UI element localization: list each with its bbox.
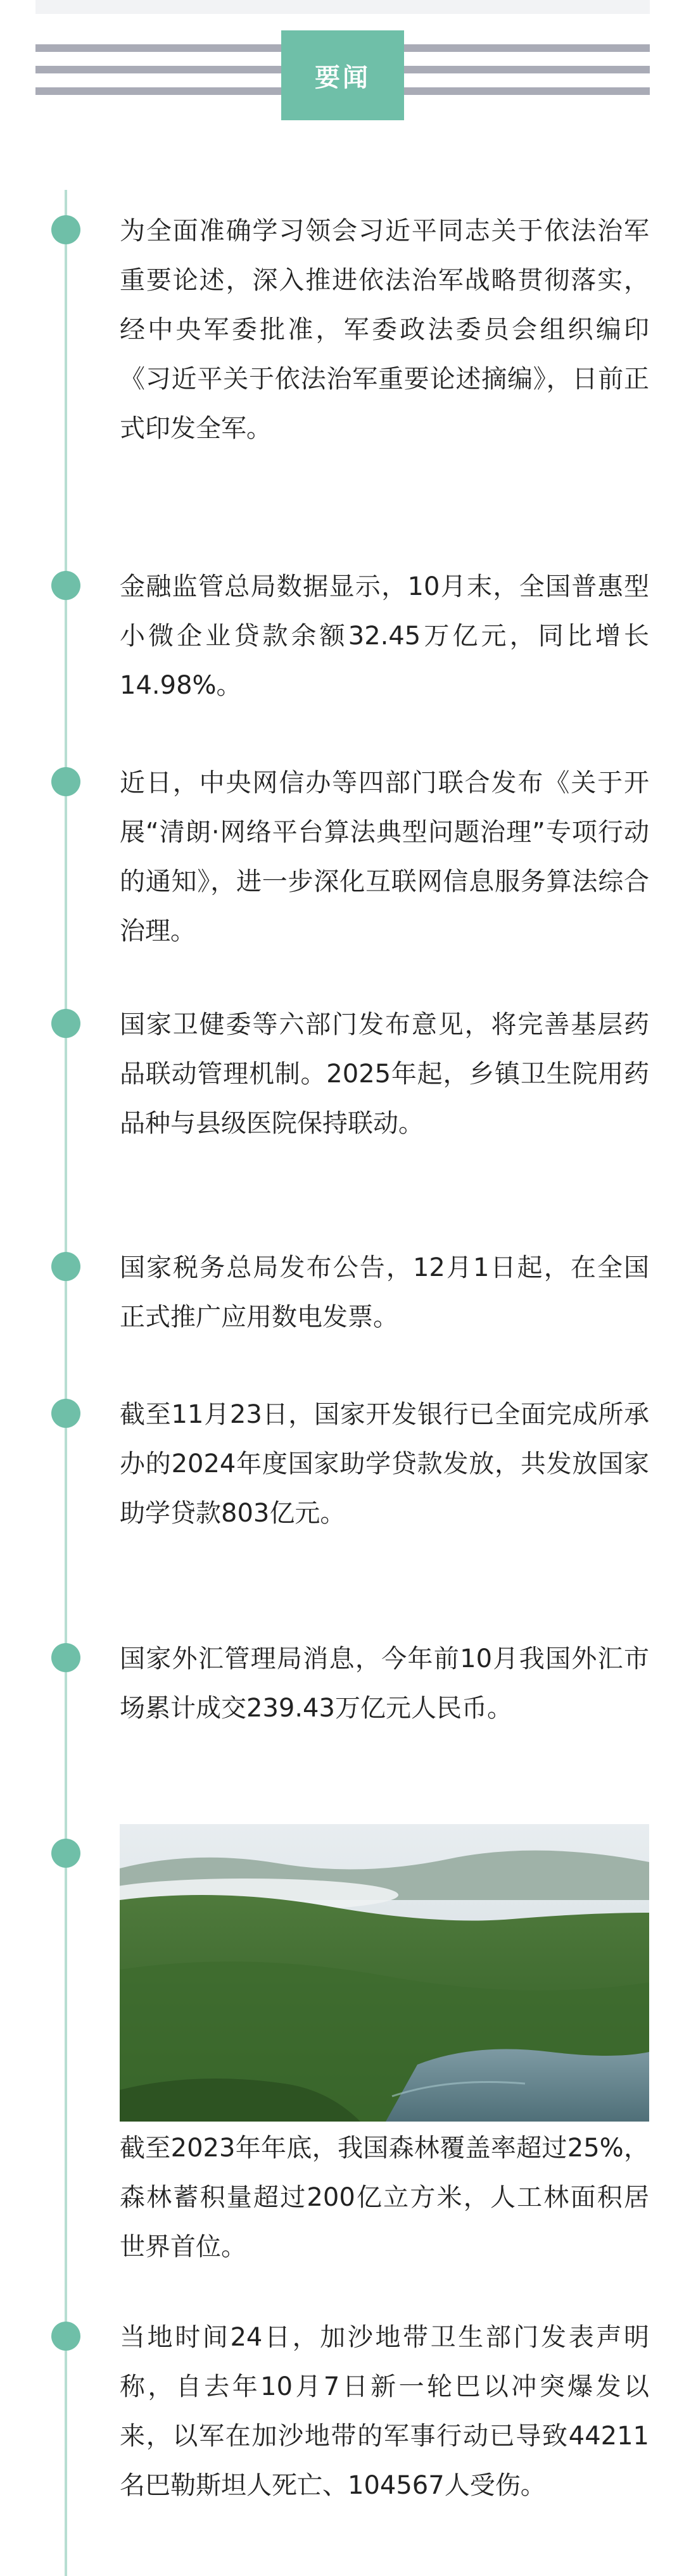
timeline-line bbox=[65, 190, 67, 2576]
timeline-dot bbox=[51, 1643, 80, 1672]
forest-lake-photo bbox=[120, 1824, 649, 2122]
news-item-8: 截至2023年年底，我国森林覆盖率超过25%，森林蓄积量超过200亿立方米，人工林面积居世界首位。 bbox=[120, 2134, 649, 2261]
timeline-dot bbox=[51, 2322, 80, 2351]
timeline-dot bbox=[51, 215, 80, 244]
news-item-3: 近日，中央网信办等四部门联合发布《关于开展“清朗·网络平台算法典型问题治理”专项行动的通知》，进一步深化互联网信息服务算法综合治理。 bbox=[120, 768, 649, 946]
news-item-9: 当地时间24日，加沙地带卫生部门发表声明称，自去年10月7日新一轮巴以冲突爆发以来，以军在加沙地带的军事行动已导致44211名巴勒斯坦人死亡、104567人受伤。 bbox=[120, 2323, 649, 2500]
news-item-6: 截至11月23日，国家开发银行已全面完成所承办的2024年度国家助学贷款发放，共发放国家助学贷款803亿元。 bbox=[120, 1400, 649, 1528]
news-item-1: 为全面准确学习领会习近平同志关于依法治军重要论述，深入推进依法治军战略贯彻落实，经中央军委批准，军委政法委员会组织编印《习近平关于依法治军重要论述摘编》，日前正式印发全军。 bbox=[120, 216, 649, 443]
timeline-dot bbox=[51, 571, 80, 600]
timeline-dot bbox=[51, 1399, 80, 1428]
section-badge: 要闻 bbox=[281, 30, 404, 120]
timeline-dot bbox=[51, 1839, 80, 1868]
news-item-2: 金融监管总局数据显示，10月末，全国普惠型小微企业贷款余额32.45万亿元，同比增长14.98%。 bbox=[120, 572, 649, 700]
news-item-5: 国家税务总局发布公告，12月1日起，在全国正式推广应用数电发票。 bbox=[120, 1253, 649, 1332]
news-item-7: 国家外汇管理局消息，今年前10月我国外汇市场累计成交239.43万亿元人民币。 bbox=[120, 1644, 649, 1723]
timeline-dot bbox=[51, 1009, 80, 1038]
timeline-dot bbox=[51, 767, 80, 796]
timeline-dot bbox=[51, 1252, 80, 1281]
news-item-4: 国家卫健委等六部门发布意见，将完善基层药品联动管理机制。2025年起，乡镇卫生院用药品种与县级医院保持联动。 bbox=[120, 1010, 649, 1138]
top-strip bbox=[35, 0, 650, 14]
